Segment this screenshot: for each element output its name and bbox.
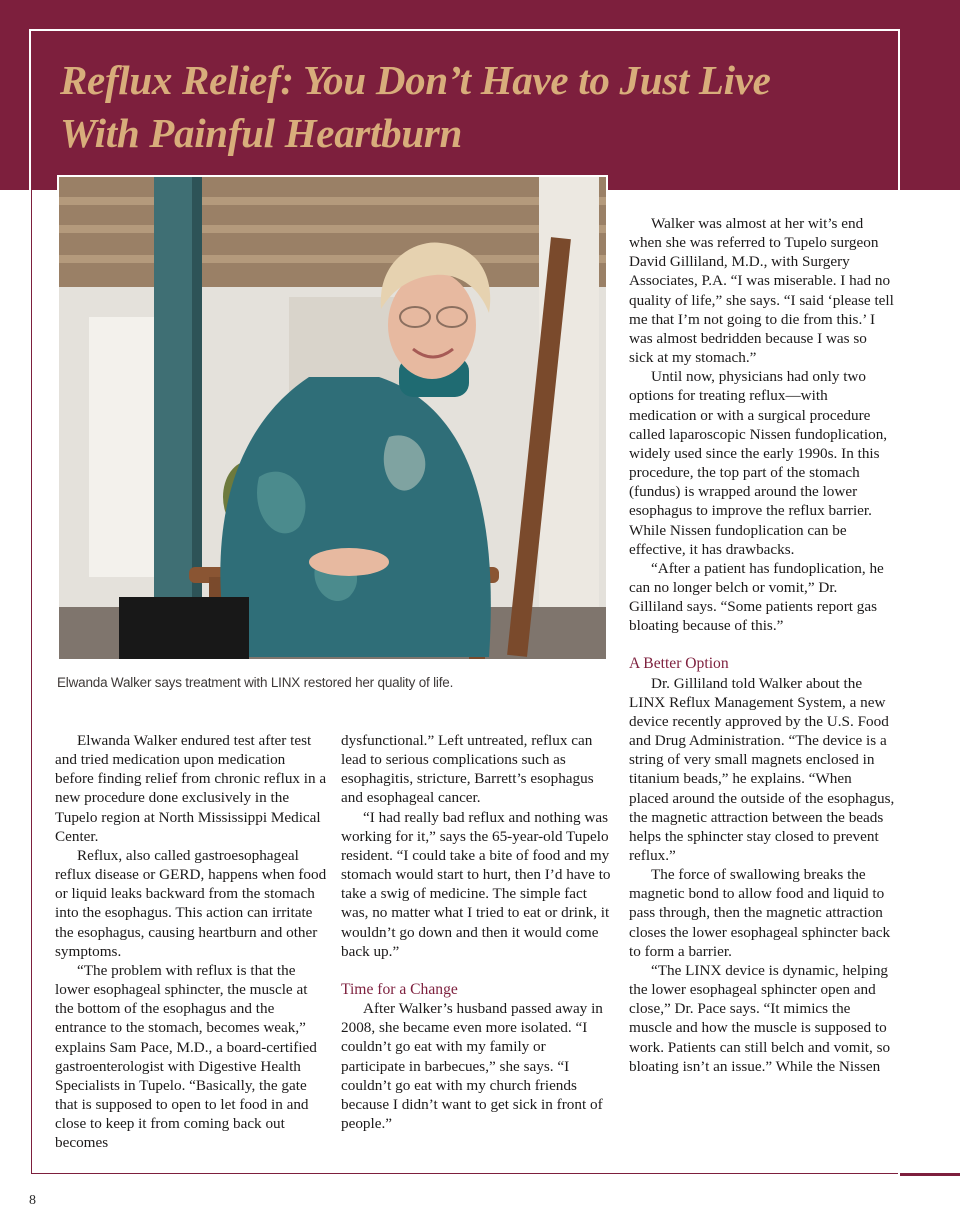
page-title — [60, 54, 880, 160]
paragraph: “I had really bad reflux and nothing was working for it,” says the 65-year-old Tupelo resident. “I could take a bite of food and my stomach would start to hurt, then I’d have to take a swig of medicine. The simple fact was, no matter what I tried to eat or drink, it wouldn’t go down and then it would come back up.” — [341, 808, 611, 960]
paragraph: Reflux, also called gastroesophageal reflux disease or GERD, happens when food or liquid leaks backward from the stomach into the esophagus. This action can irritate the esophagus, causing heartburn and other symptoms. — [55, 846, 327, 960]
photo-caption: Elwanda Walker says treatment with LINX restored her quality of life. — [57, 675, 454, 690]
paragraph: dysfunctional.” Left untreated, reflux can lead to serious complications such as esophagitis, stricture, Barrett’s esophagus and esophageal cancer. — [341, 732, 594, 807]
article-column-2 — [341, 731, 611, 1133]
paragraph: The force of swallowing breaks the magnetic bond to allow food and liquid to pass through, then the magnetic attraction closes the lower esophageal sphincter back to form a barrier. — [629, 866, 891, 960]
portrait-photo — [57, 175, 608, 661]
paragraph: “The problem with reflux is that the lower esophageal sphincter, the muscle at the bottom of the esophagus and the entrance to the stomach, becomes weak,” explains Sam Pace, M.D., a board-certified gastroenterologist with Digestive Health Specialists in Tupelo. “Basically, the gate that is supposed to open to let food in and close to keep it from coming back out becomes — [55, 961, 317, 1152]
title-line-2: With Painful Heartburn — [60, 110, 462, 156]
paragraph: Until now, physicians had only two options for treating reflux—with medication or with a surgical procedure called laparoscopic Nissen fundoplication, widely used since the early 1990s. In this procedure, the top part of the stomach (fundus) is wrapped around the lower esophagus to improve the reflux barrier. While Nissen fundoplication can be effective, it has drawbacks. — [629, 368, 888, 558]
paragraph: Dr. Gilliland told Walker about the LINX Reflux Management System, a new device recently approved by the U.S. Food and Drug Administration. “The device is a string of very small magnets enclosed in titanium beads,” he explains. “When placed around the outside of the esophagus, the magnetic attraction between the beads helps the sphincter stay closed to prevent reflux.” — [629, 674, 895, 864]
portrait-illustration — [59, 177, 608, 661]
paragraph: “The LINX device is dynamic, helping the lower esophageal sphincter open and close,” Dr. Pace says. “It mimics the muscle and how the muscle is supposed to work. Patients can still belch and vomit, so bloating isn’t an issue.” While the Nissen — [629, 961, 891, 1075]
section-heading: Time for a Change — [341, 980, 458, 998]
title-line-1: Reflux Relief: You Don’t Have to Just Live — [60, 57, 771, 103]
article-column-3 — [629, 214, 895, 1076]
paragraph: “After a patient has fundoplication, he can no longer belch or vomit,” Dr. Gilliland says. “Some patients report gas bloating because of this.” — [629, 559, 884, 635]
page-number: 8 — [29, 1193, 36, 1208]
paragraph: Walker was almost at her wit’s end when she was referred to Tupelo surgeon David Gilliland, M.D., with Surgery Associates, P.A. “I was miserable. I had no quality of life,” she says. “I said ‘please tell me that I’m not going to die from this.’ I was almost bedridden because I was so sick at my stomach.” — [629, 215, 894, 367]
paragraph: Elwanda Walker endured test after test and tried medication upon medication before finding relief from chronic reflux in a new procedure done exclusively in the Tupelo region at North Mississippi Medical Center. — [55, 732, 327, 845]
article-column-1 — [55, 731, 327, 1152]
section-heading: A Better Option — [629, 655, 729, 673]
paragraph: After Walker’s husband passed away in 2008, she became even more isolated. “I couldn’t go eat with my family or participate in barbecues,” she says. “I couldn’t go eat with my church friends because I didn’t want to get sick in front of people.” — [341, 1000, 603, 1132]
